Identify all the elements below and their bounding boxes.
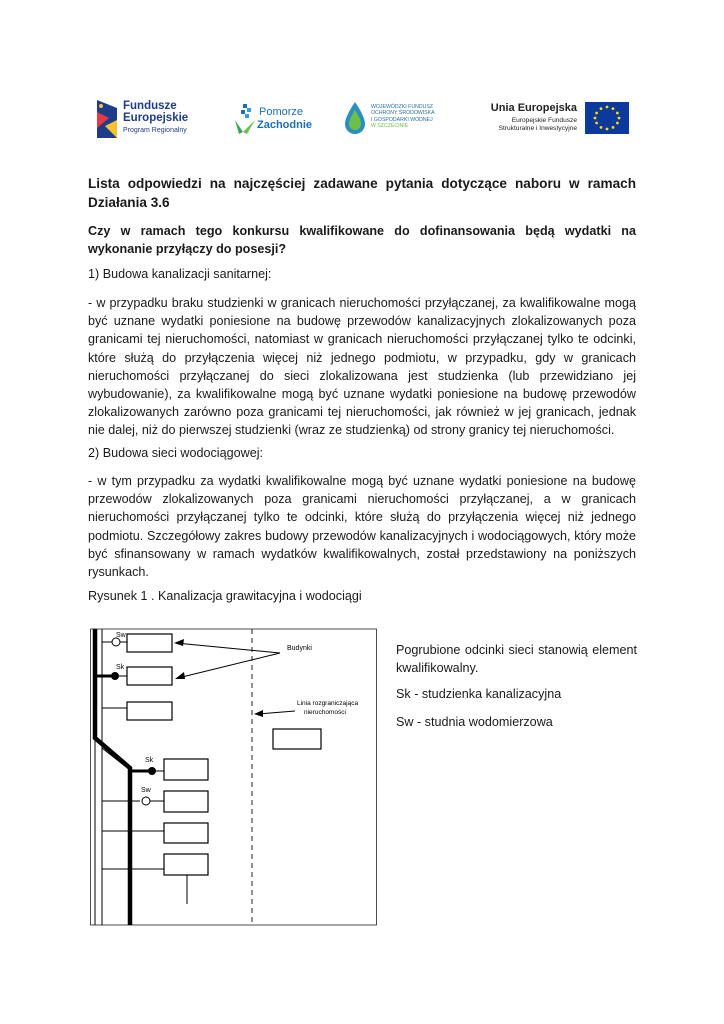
building <box>127 634 172 652</box>
label-linia-1: Linia rozgraniczająca <box>297 700 359 707</box>
building <box>164 854 208 875</box>
arrowhead <box>174 639 184 646</box>
sk-manhole-symbol <box>111 672 119 680</box>
building <box>127 667 172 685</box>
label-sw: Sw <box>116 632 126 639</box>
fundusze-line2: Europejskie <box>123 112 189 124</box>
label-sw: Sw <box>141 787 151 794</box>
arrowhead <box>254 710 263 717</box>
sk-manhole-symbol <box>148 767 156 775</box>
section2-heading: 2) Budowa sieci wodociągowej: <box>88 446 264 460</box>
buildings-arrow <box>176 643 280 653</box>
label-sk: Sk <box>116 664 125 671</box>
wfos-line4: W SZCZECINIE <box>371 123 409 130</box>
legend-note: Pogrubione odcinki sieci stanowią element kwalifikowalny. <box>396 643 637 675</box>
section2-body: - w tym przypadku za wydatki kwalifikowalne mogą być uznane wydatki poniesione na budowę przewodów zlokalizowanych poza granicami nieruchomości przyłączanej, a w granicach nieruchomości przyłączanej tylko te odcinki, które służą do przyłączenia więcej niż jednego podmiotu. Szczegółowy zakres budowy przewodów kanalizacyjnych i wodociągowych, który może być sfinansowany w ramach wydatków kwalifikowalnych, został przedstawiony na poniższych rysunkach. <box>88 474 636 580</box>
building <box>164 823 208 843</box>
legend-sk: Sk - studzienka kanalizacyjna <box>396 687 562 701</box>
sw-well-symbol <box>112 638 120 646</box>
section1-heading: 1) Budowa kanalizacji sanitarnej: <box>88 267 272 281</box>
building <box>164 759 208 780</box>
logo-unia-europejska <box>481 100 631 140</box>
network-diagram <box>90 628 380 928</box>
buildings-arrow <box>178 653 280 678</box>
logo-wfosigw <box>343 98 463 142</box>
ue-line3: Strukturalne i Inwestycyjne <box>498 125 577 132</box>
eu-flag-icon <box>585 102 629 134</box>
wfos-line1: WOJEWÓDZKI FUNDUSZ <box>371 104 433 110</box>
water-drop-icon <box>343 100 367 136</box>
thin-pipe <box>102 748 130 770</box>
figure-caption: Rysunek 1 . Kanalizacja grawitacyjna i wodociągi <box>88 589 362 603</box>
fundusze-line1: Fundusze <box>123 100 177 112</box>
fundusze-emblem-icon <box>95 98 119 140</box>
arrowhead <box>175 672 185 679</box>
logo-fundusze-europejskie <box>95 96 215 142</box>
ue-line1: Unia Europejska <box>490 102 577 114</box>
boundary-arrow <box>258 711 295 714</box>
label-linia-2: nieruchomości <box>304 709 346 716</box>
building <box>127 702 172 720</box>
question: Czy w ramach tego konkursu kwalifikowane do dofinansowania będą wydatki na wykonanie przyłączy do posesji? <box>88 224 636 256</box>
label-budynki: Budynki <box>287 645 312 652</box>
logo-pomorze-zachodnie <box>233 100 323 140</box>
label-sk: Sk <box>145 757 154 764</box>
pomorze-emblem-icon <box>233 102 257 136</box>
building <box>164 791 208 812</box>
logo-strip <box>95 96 635 144</box>
pomorze-line2: Zachodnie <box>257 119 313 131</box>
ue-line2: Europejskie Fundusze <box>511 117 577 124</box>
legend-sw: Sw - studnia wodomierzowa <box>396 715 553 729</box>
pomorze-line1: Pomorze <box>259 106 304 118</box>
section1-body: - w przypadku braku studzienki w granicach nieruchomości przyłączanej, za kwalifikowalne mogą być uznane wydatki poniesione na budowę przewodów kanalizacyjnych zlokalizowanych poza granicami tej nieruchomości, natomiast w granicach nieruchomości przyłączanej tylko te odcinki, które służą do przyłączenia więcej niż jednego podmiotu, w przypadku, gdy w granicach nieruchomości przyłączanej do sieci zlokalizowana jest studzienka (lub przewidziano jej wybudowanie), za kwalifikowalne mogą być uznane wydatki poniesione na budowę przewodów zlokalizowanych zarówno poza granicami tej nieruchomości, jak również w jej granicach, jednak nie dalej, niż do pierwszej studzienki (wraz ze studzienką) od strony granicy tej nieruchomości. <box>88 296 636 438</box>
building <box>273 729 321 749</box>
wfos-line2: OCHRONY ŚRODOWISKA <box>371 110 435 117</box>
document-title: Lista odpowiedzi na najczęściej zadawane pytania dotyczące naboru w ramach Działania 3.6 <box>88 176 636 210</box>
sw-well-symbol <box>142 797 150 805</box>
fundusze-line3: Program Regionalny <box>123 127 187 134</box>
wfos-line3: I GOSPODARKI WODNEJ <box>371 116 433 123</box>
